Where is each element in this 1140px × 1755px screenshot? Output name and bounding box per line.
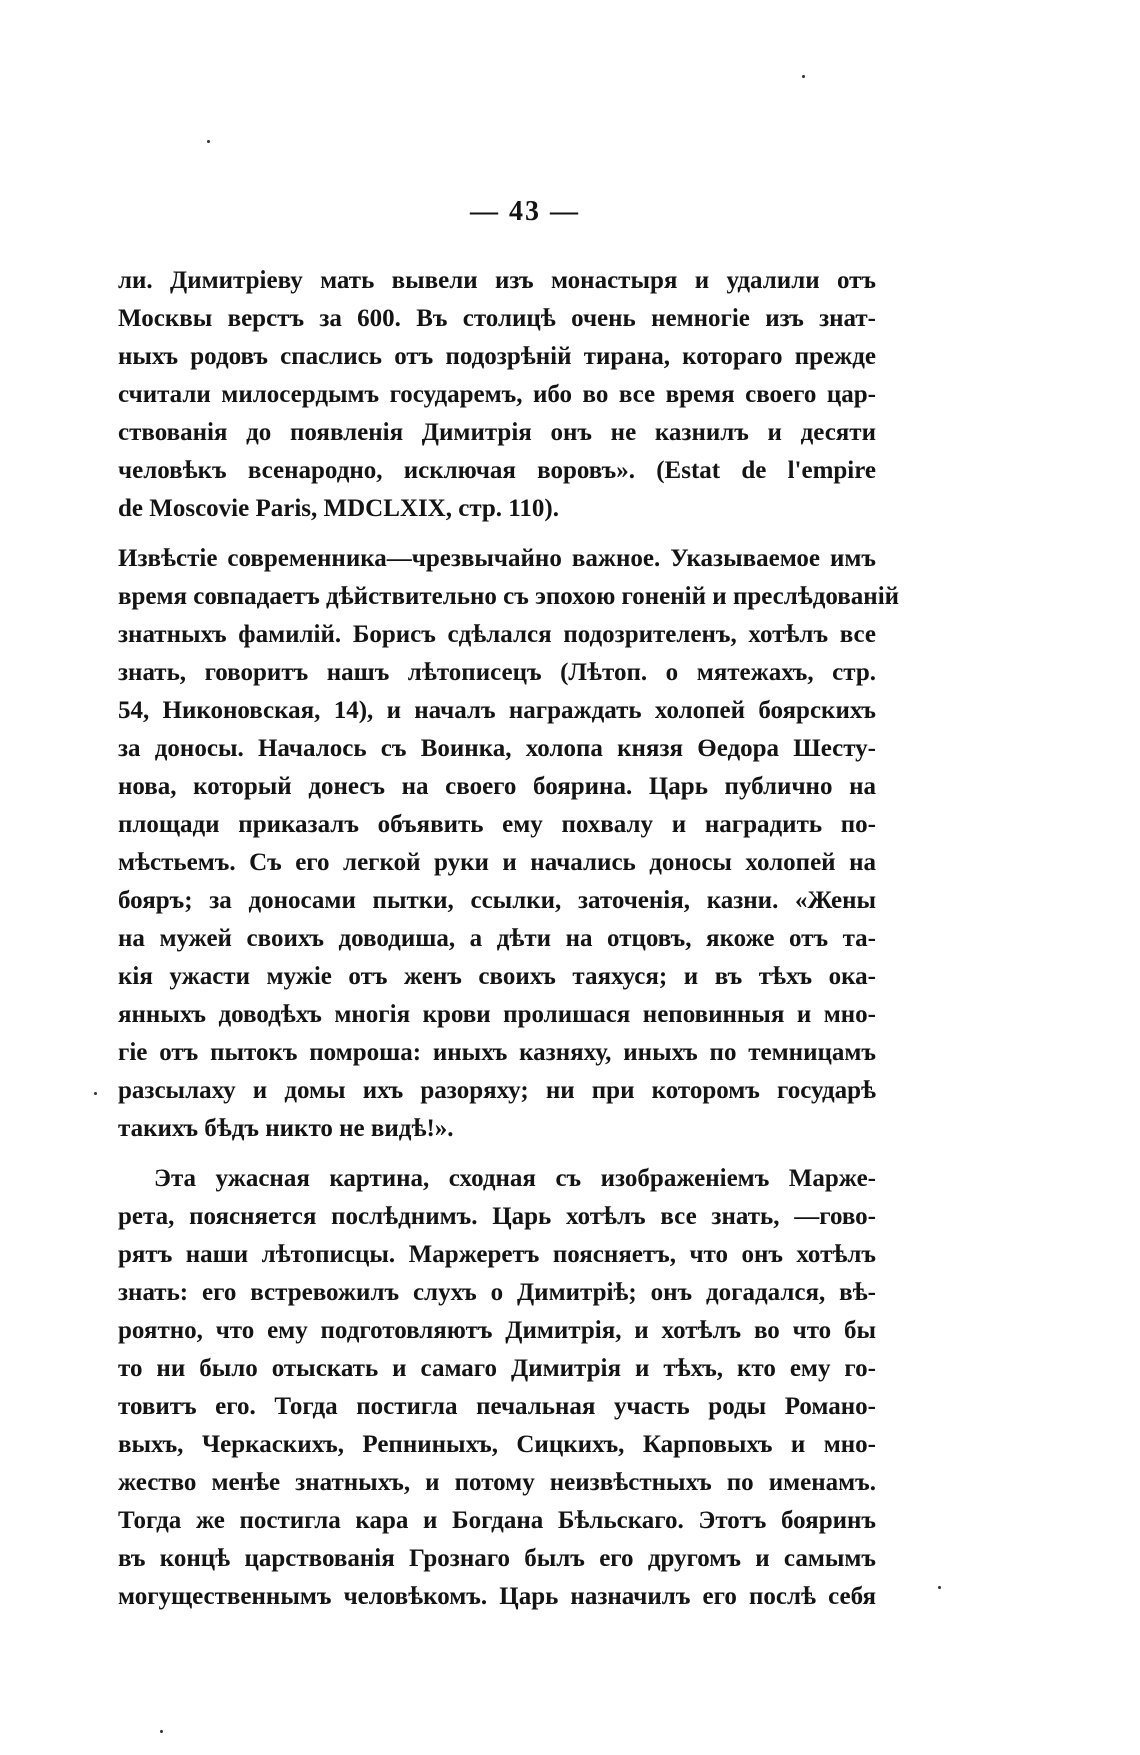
text-line: рятъ наши лѣтописцы. Маржеретъ поясняетъ, что онъ хотѣлъ — [118, 1241, 876, 1268]
scan-speck — [207, 140, 210, 143]
text-line: de Moscovie Paris, MDCLXIX, стр. 110). — [118, 495, 560, 522]
text-line: за доносы. Началось съ Воинка, холопа князя Өедора Шесту- — [118, 735, 876, 762]
text-line: Тогда же постигла кара и Богдана Бѣльскаго. Этотъ бояринъ — [118, 1507, 876, 1534]
text-line: знать, говоритъ нашъ лѣтописецъ (Лѣтоп. о мятежахъ, стр. — [118, 659, 876, 686]
text-line: могущественнымъ человѣкомъ. Царь назначилъ его послѣ себя — [118, 1583, 876, 1610]
scan-speck — [160, 1730, 163, 1733]
text-line: въ концѣ царствованія Грознаго былъ его другомъ и самымъ — [118, 1545, 876, 1572]
text-line: ствованія до появленія Димитрія онъ не казнилъ и десяти — [118, 419, 876, 446]
scan-speck — [802, 75, 805, 78]
text-line: нова, который донесъ на своего боярина. Царь публично на — [118, 773, 876, 800]
text-line: Москвы верстъ за 600. Въ столицѣ очень немногіе изъ знат- — [118, 305, 876, 332]
text-line: кія ужасти мужіе отъ женъ своихъ таяхуся; и въ тѣхъ ока- — [118, 963, 876, 990]
text-line: разсылаху и домы ихъ разоряху; ни при которомъ государѣ — [118, 1077, 876, 1104]
body-text — [118, 262, 900, 1616]
text-line: считали милосердымъ государемъ, ибо во все время своего цар- — [118, 381, 876, 408]
text-line: мѣстьемъ. Съ его легкой руки и начались доносы холопей на — [118, 849, 876, 876]
text-line: знатныхъ фамилій. Борисъ сдѣлался подозрителенъ, хотѣлъ все — [118, 621, 876, 648]
paragraph — [118, 1160, 876, 1616]
text-line: товитъ его. Тогда постигла печальная участь роды Романо- — [118, 1393, 876, 1420]
text-line: выхъ, Черкаскихъ, Репниныхъ, Сицкихъ, Карповыхъ и мно- — [118, 1431, 876, 1458]
paragraph — [118, 540, 900, 1148]
text-line: 54, Никоновская, 14), и началъ награждать холопей боярскихъ — [118, 697, 876, 724]
page-number: — 43 — — [470, 196, 580, 227]
text-line: рета, поясняется послѣднимъ. Царь хотѣлъ все знать, —гово- — [118, 1203, 876, 1230]
text-line: ли. Димитріеву мать вывели изъ монастыря и удалили отъ — [118, 267, 876, 294]
scan-speck — [938, 1586, 941, 1589]
text-line: роятно, что ему подготовляютъ Димитрія, и хотѣлъ во что бы — [118, 1317, 876, 1344]
text-line: человѣкъ всенародно, исключая воровъ». (Estat de l'empire — [118, 457, 876, 484]
text-line: гіе отъ пытокъ помроша: иныхъ казняху, иныхъ по темницамъ — [118, 1039, 876, 1066]
text-line: Эта ужасная картина, сходная съ изображеніемъ Марже- — [154, 1165, 876, 1192]
text-line: знать: его встревожилъ слухъ о Димитріѣ; онъ догадался, вѣ- — [118, 1279, 876, 1306]
text-line: площади приказалъ объявить ему похвалу и наградить по- — [118, 811, 876, 838]
text-line: Извѣстіе современника—чрезвычайно важное. Указываемое имъ — [118, 545, 876, 572]
text-line: янныхъ доводѣхъ многія крови пролишася неповинныя и мно- — [118, 1001, 876, 1028]
text-line: то ни было отыскать и самаго Димитрія и тѣхъ, кто ему го- — [118, 1355, 876, 1382]
text-line: ныхъ родовъ спаслись отъ подозрѣній тирана, котораго прежде — [118, 343, 876, 370]
text-line: жество менѣе знатныхъ, и потому неизвѣстныхъ по именамъ. — [118, 1469, 876, 1496]
text-line: такихъ бѣдъ никто не видѣ!». — [118, 1115, 454, 1142]
text-line: бояръ; за доносами пытки, ссылки, заточенія, казни. «Жены — [118, 887, 876, 914]
text-line: на мужей своихъ доводиша, а дѣти на отцовъ, якоже отъ та- — [118, 925, 876, 952]
paragraph — [118, 262, 876, 528]
scan-speck — [94, 1092, 97, 1095]
text-line: время совпадаетъ дѣйствительно съ эпохою гоненій и преслѣдованій — [118, 583, 900, 610]
